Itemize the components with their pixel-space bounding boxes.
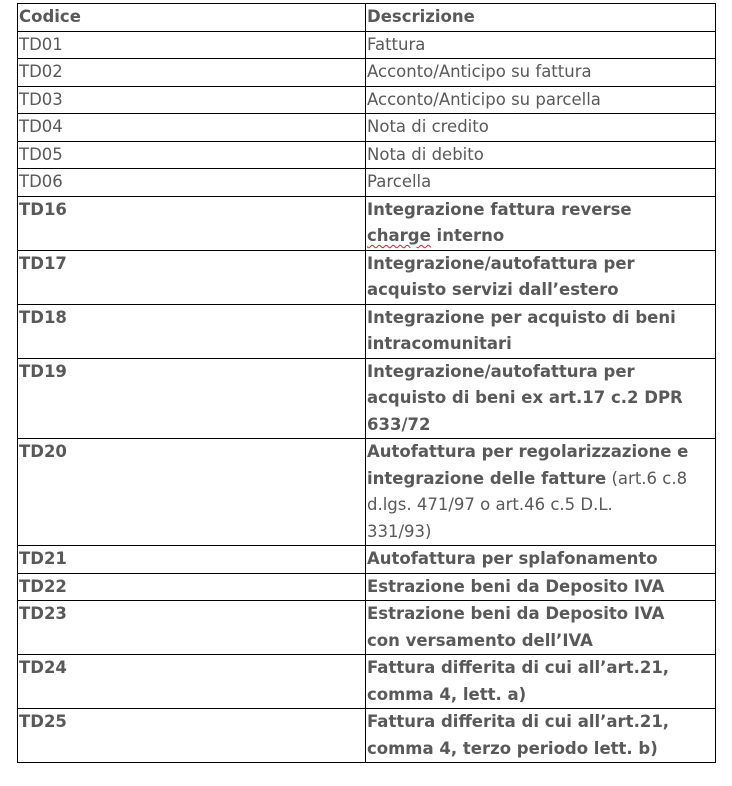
table-row [18,709,716,763]
row-code: TD01 [18,31,366,59]
description-text: Fattura [367,34,426,54]
row-description [366,573,716,601]
description-text: Integrazione/autofattura per acquisto di beni ex art.17 c.2 DPR 633/72 [367,361,683,434]
row-description [366,601,716,655]
table-row [18,304,716,358]
description-text: Autofattura per regolarizzazione e integrazione delle fatture [367,442,689,488]
description-text: Estrazione beni da Deposito IVA [367,576,665,596]
description-text: Estrazione beni da Deposito IVA con versamento dell’IVA [367,604,665,650]
row-code: TD25 [18,709,366,763]
row-description [366,439,716,546]
row-code: TD16 [18,196,366,250]
row-description [366,709,716,763]
table-header-row [18,4,716,32]
row-code: TD05 [18,141,366,169]
row-code: TD23 [18,601,366,655]
row-code: TD20 [18,439,366,546]
row-code: TD03 [18,86,366,114]
table-row [18,439,716,546]
row-description [366,59,716,87]
table-row [18,114,716,142]
row-description [366,250,716,304]
table-row [18,141,716,169]
table-body [18,31,716,763]
description-reference: (art.6 c.8 d.lgs. 471/97 o art.46 c.5 D.L. 331/93) [367,468,688,541]
table-row [18,196,716,250]
table-row [18,546,716,574]
description-text: Nota di debito [367,144,484,164]
tipo-documento-table [17,3,716,763]
spellcheck-word: charge [367,226,431,245]
description-text: Integrazione per acquisto di beni intracomunitari [367,307,676,353]
description-text: Fattura differita di cui all’art.21, comma 4, terzo periodo lett. b) [367,712,670,758]
description-text: Integrazione fattura reverse charge interno [367,199,632,245]
description-text: Acconto/Anticipo su fattura [367,62,592,81]
table-row [18,358,716,439]
table-row [18,573,716,601]
table-row [18,86,716,114]
table-row [18,31,716,59]
row-description [366,546,716,574]
header-codice: Codice [18,4,366,32]
row-code: TD19 [18,358,366,439]
row-code: TD24 [18,655,366,709]
description-text: Autofattura per splafonamento [367,549,658,568]
description-text: Parcella [367,172,432,191]
row-description [366,169,716,197]
row-code: TD17 [18,250,366,304]
row-code: TD04 [18,114,366,142]
header-descrizione: Descrizione [366,4,716,32]
row-code: TD02 [18,59,366,87]
row-code: TD21 [18,546,366,574]
table-row [18,601,716,655]
document-page [17,3,716,763]
row-code: TD22 [18,573,366,601]
table-row [18,59,716,87]
row-code: TD18 [18,304,366,358]
row-description [366,655,716,709]
row-description [366,86,716,114]
description-text: Nota di credito [367,117,489,136]
table-row [18,655,716,709]
row-description [366,196,716,250]
row-description [366,141,716,169]
row-description [366,304,716,358]
row-description [366,31,716,59]
row-description [366,114,716,142]
row-description [366,358,716,439]
table-row [18,169,716,197]
description-text: Acconto/Anticipo su parcella [367,89,601,109]
table-row [18,250,716,304]
row-code: TD06 [18,169,366,197]
description-text: Integrazione/autofattura per acquisto servizi dall’estero [367,253,635,299]
description-text: Fattura differita di cui all’art.21, comma 4, lett. a) [367,658,670,704]
